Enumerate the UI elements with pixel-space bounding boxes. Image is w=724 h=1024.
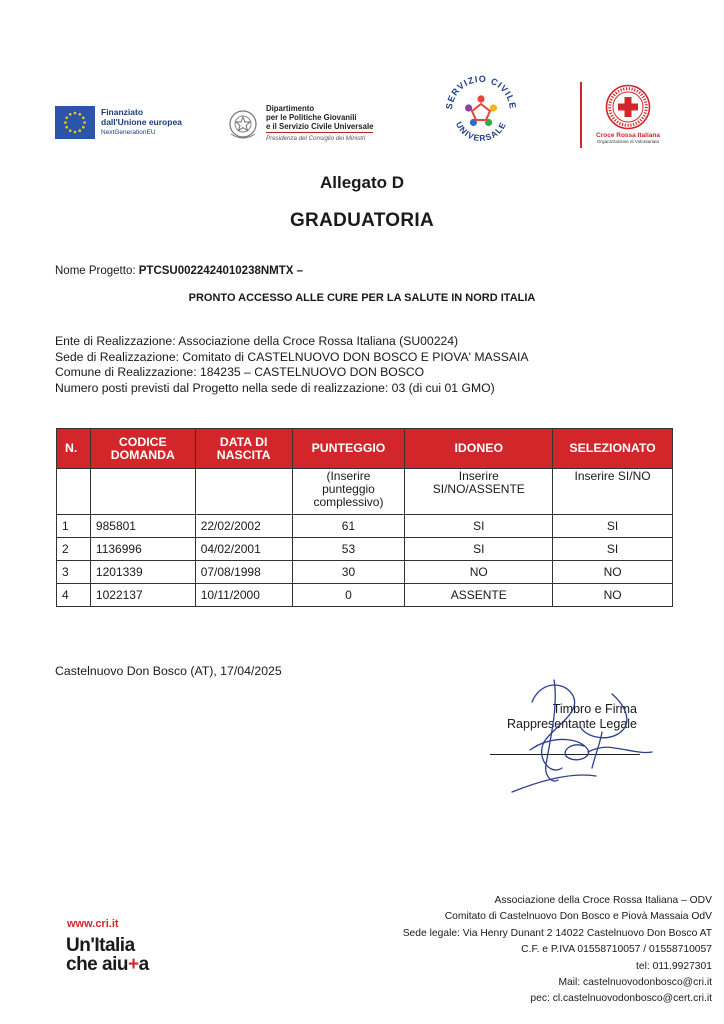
eu-line-2: dall'Unione europea [101,117,182,127]
table-row [57,584,673,607]
cell-selezionato: SI [553,515,673,538]
cell-data: 22/02/2002 [195,515,292,538]
cell-n: 2 [57,538,91,561]
cell-codice: 985801 [90,515,195,538]
signature-line-1: Timbro e Firma [552,702,637,716]
cri-divider [580,82,582,148]
header-selezionato: SELEZIONATO [553,429,673,469]
table-row [57,561,673,584]
note-n [57,469,91,515]
note-idoneo-1: Inserire [458,469,499,483]
slogan-line-2 [66,955,149,974]
republic-emblem-icon [226,105,260,143]
croce-rossa-logo [592,84,664,144]
cell-selezionato: NO [553,584,673,607]
eu-line-3: NextGenerationEU [101,129,156,136]
note-punteggio [292,469,405,515]
place-date: Castelnuovo Don Bosco (AT), 17/04/2025 [55,664,282,678]
header-codice [90,429,195,469]
slogan-line-1: Un'Italia [66,935,135,956]
nome-progetto [55,265,303,277]
svg-text:UNIVERSALE: UNIVERSALE [453,119,509,144]
cell-n: 4 [57,584,91,607]
header-n: N. [57,429,91,469]
table-row [57,515,673,538]
slogan-cross: + [127,954,139,975]
note-idoneo-2: SI/NO/ASSENTE [432,482,525,496]
header-data [195,429,292,469]
cell-idoneo: SI [405,538,553,561]
header-data-2: NASCITA [216,447,271,462]
note-data [195,469,292,515]
eu-flag-icon [55,106,95,139]
cell-codice: 1022137 [90,584,195,607]
dip-line-3: e il Servizio Civile Universale [266,122,374,131]
cell-punteggio: 30 [292,561,405,584]
note-punteggio-3: complessivo) [313,495,384,509]
cell-codice: 1201339 [90,561,195,584]
signature-line-2: Rappresentante Legale [507,716,637,731]
nome-progetto-label: Nome Progetto: [55,265,136,277]
note-codice [90,469,195,515]
project-info [55,334,529,396]
cell-selezionato: SI [553,538,673,561]
dipartimento-logo [226,104,373,143]
header-codice-2: DOMANDA [110,447,175,462]
address-line: tel: 011.9927301 [636,960,712,972]
address-line: C.F. e P.IVA 01558710057 / 01558710057 [521,944,712,956]
header-data-1: DATA DI [219,434,268,449]
cell-data: 04/02/2001 [195,538,292,561]
note-punteggio-2: punteggio [322,482,375,496]
allegato-title: Allegato D [319,173,405,192]
info-sede: Sede di Realizzazione: Comitato di CASTELNUOVO DON BOSCO E PIOVA' MASSAIA [55,349,529,364]
cri-subtitle: Organizzazione di Volontariato [596,139,660,144]
cell-codice: 1136996 [90,538,195,561]
cell-idoneo: ASSENTE [405,584,553,607]
note-selezionato: Inserire SI/NO [553,469,673,515]
eu-logo [55,106,182,139]
cell-n: 1 [57,515,91,538]
handwritten-signature [492,672,662,802]
dip-line-4: Presidenza del Consiglio dei Ministri [266,135,366,142]
graduatoria-table [56,428,673,607]
cri-name: Croce Rossa Italiana [596,132,660,139]
cell-data: 07/08/1998 [195,561,292,584]
header-punteggio: PUNTEGGIO [292,429,405,469]
svg-text:SERVIZIO CIVILE: SERVIZIO CIVILE [443,73,519,111]
dip-line-2: per le Politiche Giovanili [266,113,357,122]
red-cross-seal-icon [605,84,651,130]
info-ente: Ente di Realizzazione: Associazione della Croce Rossa Italiana (SU00224) [55,334,459,348]
slogan-part-a: che aiu [66,954,128,975]
header-codice-1: CODICE [118,434,167,449]
footer-address [332,893,712,1008]
dip-line-1: Dipartimento [266,104,315,113]
eu-line-1: Finanziato [101,107,144,117]
address-line: Mail: castelnuovodonbosco@cri.it [558,977,712,989]
cell-punteggio: 61 [292,515,405,538]
progetto-titolo: PRONTO ACCESSO ALLE CURE PER LA SALUTE IN NORD ITALIA [188,292,536,304]
address-line: pec: cl.castelnuovodonbosco@cert.cri.it [530,993,712,1005]
address-line: Associazione della Croce Rossa Italiana – ODV [494,895,712,906]
footer-slogan [66,936,149,974]
info-posti: Numero posti previsti dal Progetto nella sede di realizzazione: 03 (di cui 01 GMO) [55,380,495,395]
address-line: Sede legale: Via Henry Dunant 2 14022 Castelnuovo Don Bosco AT [402,927,712,939]
note-idoneo [405,469,553,515]
slogan-part-c: a [138,954,149,975]
servizio-civile-universale-logo [442,72,520,150]
header-idoneo: IDONEO [405,429,553,469]
cell-punteggio: 0 [292,584,405,607]
table-row [57,538,673,561]
footer-url: www.cri.it [67,918,119,930]
cell-data: 10/11/2000 [195,584,292,607]
cell-idoneo: NO [405,561,553,584]
cell-idoneo: SI [405,515,553,538]
table-header-row [57,429,673,469]
table-note-row [57,469,673,515]
info-comune: Comune di Realizzazione: 184235 – CASTELNUOVO DON BOSCO [55,365,425,379]
cell-n: 3 [57,561,91,584]
page-title: GRADUATORIA [289,210,435,231]
cell-selezionato: NO [553,561,673,584]
nome-progetto-code: PTCSU0022424010238NMTX – [138,265,304,277]
address-line: Comitato di Castelnuovo Don Bosco e Piovà Massaia OdV [444,911,712,923]
note-punteggio-1: (Inserire [326,469,371,483]
cell-punteggio: 53 [292,538,405,561]
